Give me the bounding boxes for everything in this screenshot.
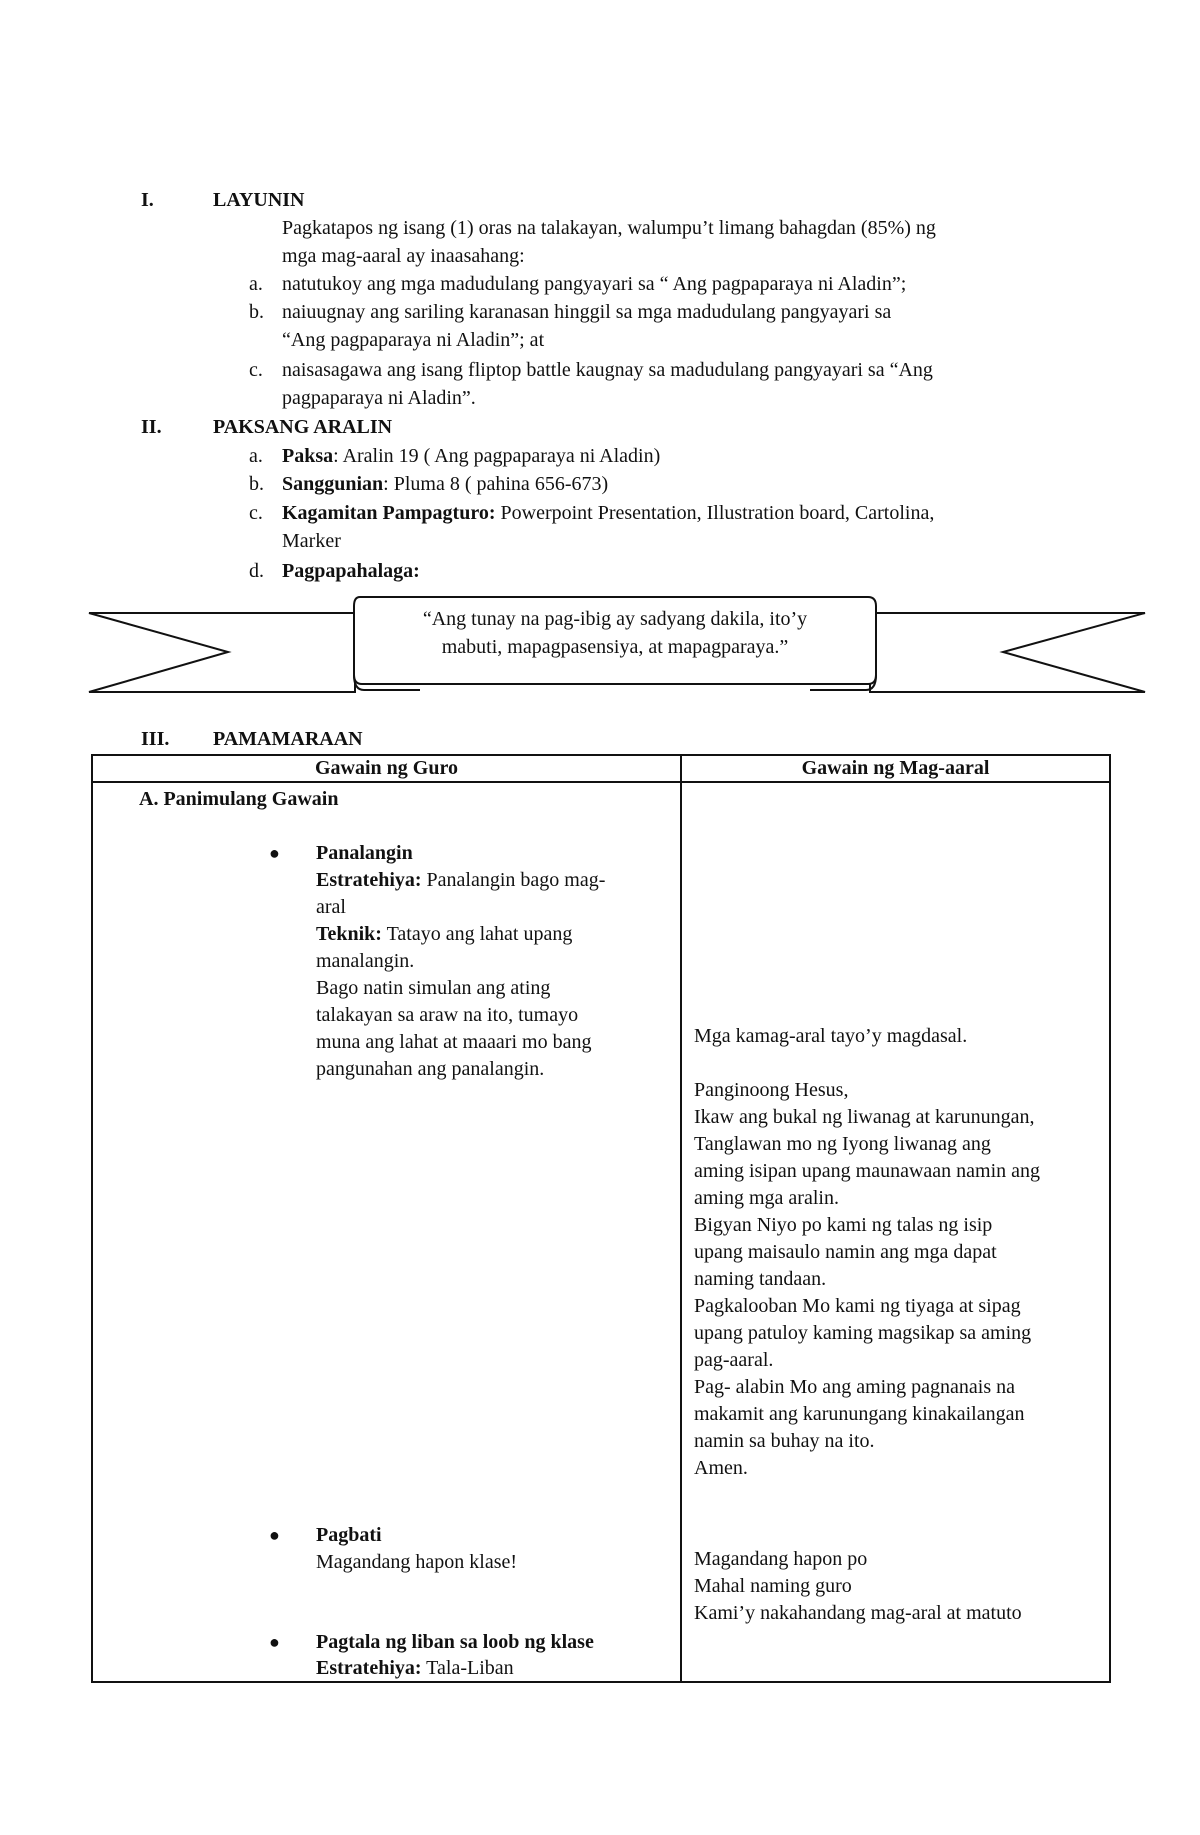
layunin-intro-line-2: mga mag-aaral ay inaasahang: — [282, 245, 525, 267]
student-prayer-line: namin sa buhay na ito. — [694, 1430, 875, 1452]
panalangin-line: Bago natin simulan ang ating — [316, 977, 551, 999]
paksa-item-letter: a. — [249, 445, 263, 467]
layunin-item-text: natutukoy ang mga madudulang pangyayari sa “ Ang pagpaparaya ni Aladin”; — [282, 273, 907, 295]
panalangin-line: pangunahan ang panalangin. — [316, 1058, 545, 1080]
quote-line: “Ang tunay na pag-ibig ay sadyang dakila, ito’y — [422, 608, 808, 630]
student-prayer-line: Bigyan Niyo po kami ng talas ng isip — [694, 1214, 993, 1236]
subsection-panimulang-gawain: A. Panimulang Gawain — [139, 788, 339, 810]
panalangin-teknik-cont: manalangin. — [316, 950, 415, 972]
pagbati-line: Magandang hapon klase! — [316, 1551, 518, 1573]
layunin-item-letter: b. — [249, 301, 264, 323]
panalangin-line: talakayan sa araw na ito, tumayo — [316, 1004, 579, 1026]
quote-line: mabuti, mapagpasensiya, at mapagparaya.” — [441, 636, 789, 658]
pagtala-heading: Pagtala ng liban sa loob ng klase — [316, 1631, 594, 1653]
panalangin-estratehiya — [316, 867, 661, 894]
paksa-item-value: : Aralin 19 ( Ang pagpaparaya ni Aladin) — [333, 445, 661, 467]
paksa-item-letter: b. — [249, 473, 264, 495]
paksa-item-letter: d. — [249, 560, 264, 582]
ribbon-left-tail — [89, 613, 355, 692]
section-2-title: PAKSANG ARALIN — [213, 416, 393, 438]
panalangin-teknik — [316, 921, 661, 948]
paksa-item-label: Sanggunian — [282, 473, 384, 495]
teknik-label: Teknik: — [316, 923, 382, 945]
estratehiya-label: Estratehiya: — [316, 1657, 422, 1679]
layunin-intro-line-1: Pagkatapos ng isang (1) oras na talakayan, walumpu’t limang bahagdan (85%) ng — [282, 217, 936, 239]
layunin-item-text: “Ang pagpaparaya ni Aladin”; at — [282, 329, 545, 351]
estratehiya-label: Estratehiya: — [316, 869, 422, 891]
student-prayer-line: aming isipan upang maunawaan namin ang — [694, 1160, 1041, 1182]
header-gawain-ng-mag-aaral: Gawain ng Mag-aaral — [681, 755, 1110, 782]
student-greeting-line: Magandang hapon po — [694, 1548, 868, 1570]
student-prayer-line: Ikaw ang bukal ng liwanag at karunungan, — [694, 1106, 1035, 1128]
student-prayer-line: aming mga aralin. — [694, 1187, 839, 1209]
layunin-item-text: naisasagawa ang isang fliptop battle kaugnay sa madudulang pangyayari sa “Ang — [282, 359, 933, 381]
header-gawain-ng-guro: Gawain ng Guro — [92, 755, 681, 782]
panalangin-estratehiya-cont: aral — [316, 896, 346, 918]
section-3-title: PAMAMARAAN — [213, 728, 363, 750]
paksa-item-value-cont: Marker — [282, 530, 341, 552]
student-prayer-line: pag-aaral. — [694, 1349, 774, 1371]
section-3-number: III. — [141, 728, 170, 750]
student-prayer-line: makamit ang karunungang kinakailangan — [694, 1403, 1025, 1425]
layunin-item-letter: c. — [249, 359, 263, 381]
lesson-plan-table — [91, 754, 1111, 1683]
student-prayer-line: upang maisaulo namin ang mga dapat — [694, 1241, 997, 1263]
paksa-item-label: Pagpapahalaga: — [282, 560, 420, 582]
student-prayer-line: Tanglawan mo ng Iyong liwanag ang — [694, 1133, 991, 1155]
estratehiya-value: Panalangin bago mag- — [421, 869, 606, 891]
section-1-number: I. — [141, 189, 154, 211]
section-1-title: LAYUNIN — [213, 189, 305, 211]
student-prayer-line: upang patuloy kaming magsikap sa aming — [694, 1322, 1032, 1344]
paksa-item-label: Paksa — [282, 445, 334, 467]
student-column — [681, 782, 1110, 1682]
student-prayer-line: Pag- alabin Mo ang aming pagnanais na — [694, 1376, 1016, 1398]
teacher-column — [92, 782, 681, 1682]
bullet-icon: ● — [269, 843, 280, 863]
pagtala-estratehiya — [316, 1655, 661, 1682]
student-prayer-line: Pagkalooban Mo kami ng tiyaga at sipag — [694, 1295, 1021, 1317]
bullet-icon: ● — [269, 1525, 280, 1545]
section-2-number: II. — [141, 416, 162, 438]
paksa-item-value: Powerpoint Presentation, Illustration board, Cartolina, — [495, 502, 935, 524]
student-prayer-intro: Mga kamag-aral tayo’y magdasal. — [694, 1025, 968, 1047]
pagbati-heading: Pagbati — [316, 1524, 382, 1546]
layunin-item-text: pagpaparaya ni Aladin”. — [282, 387, 476, 409]
paksa-item-letter: c. — [249, 502, 263, 524]
student-prayer-line: Amen. — [694, 1457, 748, 1479]
paksa-item-label: Kagamitan Pampagturo: — [282, 502, 496, 524]
panalangin-line: muna ang lahat at maaari mo bang — [316, 1031, 592, 1053]
panalangin-heading: Panalangin — [316, 842, 413, 864]
pagpapahalaga-quote — [360, 605, 870, 661]
ribbon-right-tail — [870, 613, 1145, 692]
layunin-item-text: naiuugnay ang sariling karanasan hinggil sa mga madudulang pangyayari sa — [282, 301, 892, 323]
student-greeting-line: Kami’y nakahandang mag-aral at matuto — [694, 1602, 1022, 1624]
teknik-value: Tatayo ang lahat upang — [381, 923, 573, 945]
student-prayer-line: Panginoong Hesus, — [694, 1079, 849, 1101]
estratehiya-value: Tala-Liban — [421, 1657, 514, 1679]
student-greeting-line: Mahal naming guro — [694, 1575, 852, 1597]
layunin-item-letter: a. — [249, 273, 263, 295]
paksa-item-value: : Pluma 8 ( pahina 656-673) — [383, 473, 609, 495]
student-prayer-line: naming tandaan. — [694, 1268, 827, 1290]
bullet-icon: ● — [269, 1632, 280, 1652]
